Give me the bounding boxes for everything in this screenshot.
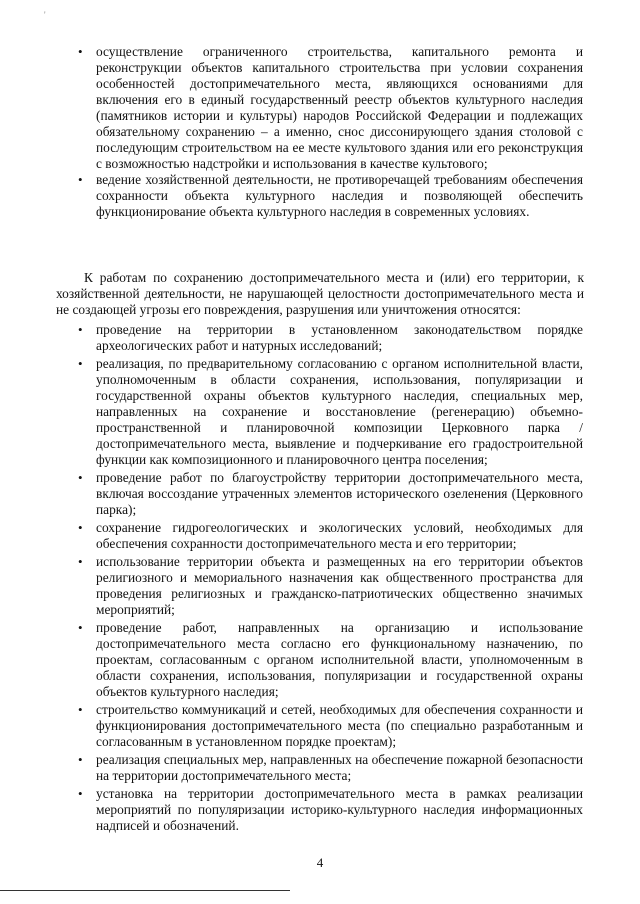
- bullet-icon: •: [78, 44, 83, 59]
- intro-paragraph: К работам по сохранению достопримечательного места и (или) его территории, к хозяйственной деятельности, не нарушающей целостности достопримечательного места и не создающей угрозы его повреждения, разрушения или уничтожения относятся:: [56, 270, 584, 317]
- list-item: [0, 356, 640, 468]
- footer-divider: [0, 890, 290, 891]
- list-item: [0, 322, 640, 354]
- bullet-icon: •: [78, 620, 83, 635]
- list-item: [0, 470, 640, 518]
- list-item: [0, 44, 640, 172]
- bullet-icon: •: [78, 172, 83, 187]
- bullet-text: проведение работ по благоустройству территории достопримечательного места, включая воссоздание утраченных элементов исторического озеленения (Церковного парка);: [96, 470, 583, 517]
- bullet-icon: •: [78, 786, 83, 801]
- works-bullet-list: [0, 322, 640, 836]
- list-item: [0, 554, 640, 618]
- list-item: [0, 786, 640, 834]
- bullet-icon: •: [78, 702, 83, 717]
- bullet-icon: •: [78, 554, 83, 569]
- bullet-text: реализация специальных мер, направленных на обеспечение пожарной безопасности на территории достопримечательного места;: [96, 752, 583, 783]
- scan-mark: ': [44, 10, 46, 20]
- top-bullet-list: [0, 44, 640, 220]
- bullet-icon: •: [78, 322, 83, 337]
- bullet-text: строительство коммуникаций и сетей, необходимых для обеспечения сохранности и функционирования достопримечательного места (по специально разработанным и согласованным в установленном порядке проектам);: [96, 702, 583, 749]
- list-item: [0, 702, 640, 750]
- bullet-text: установка на территории достопримечательного места в рамках реализации мероприятий по популяризации историко-культурного наследия информационных надписей и обозначений.: [96, 786, 583, 833]
- bullet-icon: •: [78, 752, 83, 767]
- page-number: 4: [316, 855, 324, 870]
- bullet-icon: •: [78, 356, 83, 371]
- bullet-icon: •: [78, 470, 83, 485]
- bullet-text: ведение хозяйственной деятельности, не противоречащей требованиям обеспечения сохранности объекта культурного наследия и позволяющей обеспечить функционирование объекта культурного наследия в современных условиях.: [96, 172, 583, 219]
- list-item: [0, 172, 640, 220]
- list-item: [0, 752, 640, 784]
- bullet-text: сохранение гидрогеологических и экологических условий, необходимых для обеспечения сохранности достопримечательного места и его территории;: [96, 520, 583, 551]
- bullet-icon: •: [78, 520, 83, 535]
- bullet-text: проведение на территории в установленном законодательством порядке археологических работ и натурных исследований;: [96, 322, 583, 353]
- bullet-text: проведение работ, направленных на организацию и использование достопримечательного места согласно его функциональному назначению, по проектам, согласованным с органом исполнительной власти, уполномоченным в области сохранения, использования, популяризации и государственной охраны объектов культурного наследия;: [96, 620, 583, 699]
- bullet-text: осуществление ограниченного строительства, капитального ремонта и реконструкции объектов капитального строительства при условии сохранения особенностей достопримечательного места, являющихся основаниями для включения его в единый государственный реестр объектов культурного наследия (памятников истории и культуры) народов Российской Федерации и подлежащих обязательному сохранению – а именно, снос диссонирующего здания столовой с последующим строительством на ее месте культового здания или его реконструкция с возможностью надстройки и использования в качестве культового;: [96, 44, 583, 171]
- bullet-text: реализация, по предварительному согласованию с органом исполнительной власти, уполномоченным в области сохранения, использования, популяризации и государственной охраны объектов культурного наследия, специальных мер, направленных на сохранение и восстановление (регенерацию) объемно-пространственной и планировочной композиции Церковного парка /достопримечательного места, выявление и подчеркивание его градостроительной функции как композиционного и планировочного центра поселения;: [96, 356, 583, 467]
- list-item: [0, 520, 640, 552]
- bullet-text: использование территории объекта и размещенных на его территории объектов религиозного и мемориального назначения как общественного пространства для проведения религиозных и гражданско-патриотических общественно значимых мероприятий;: [96, 554, 583, 617]
- list-item: [0, 620, 640, 700]
